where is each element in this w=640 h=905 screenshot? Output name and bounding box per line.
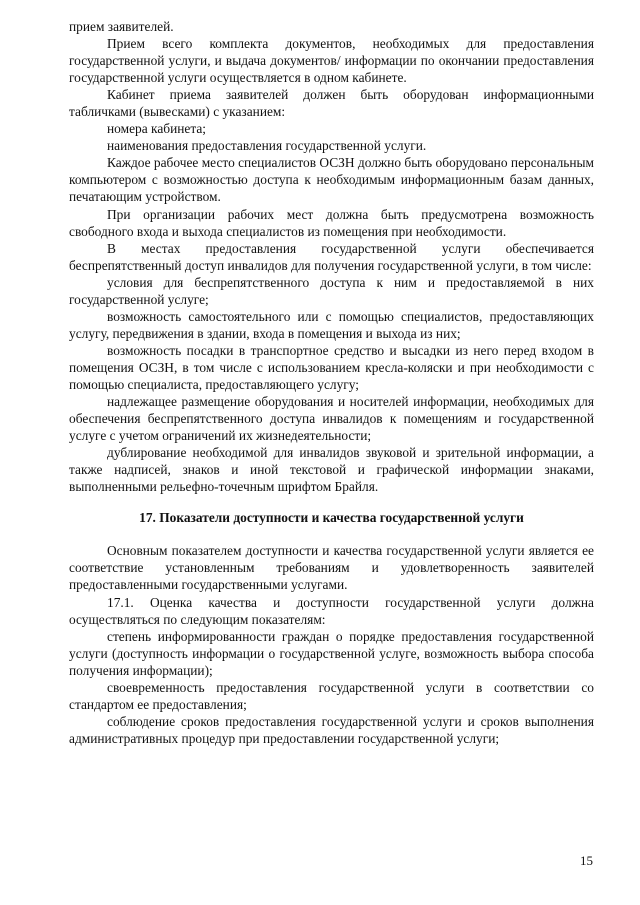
body-text-before-heading — [69, 18, 594, 495]
paragraph: Основным показателем доступности и качества государственной услуги является ее соответствие установленным требованиям и удовлетворенность заявителей предоставленными государственными услугами. — [69, 543, 594, 593]
page-number: 15 — [580, 853, 593, 868]
paragraph: возможность самостоятельного или с помощью специалистов, предоставляющих услугу, передвижения в здании, входа в помещения и выхода из них; — [69, 308, 594, 341]
paragraph: соблюдение сроков предоставления государственной услуги и сроков выполнения административных процедур при предоставлении государственной услуги; — [69, 713, 594, 746]
paragraph: номера кабинета; — [107, 121, 207, 137]
paragraph: возможность посадки в транспортное средство и высадки из него перед входом в помещения ОСЗН, в том числе с использованием кресла-коляски и при необходимости с помощью специалиста, предоставляющего услугу; — [69, 342, 594, 392]
body-text-after-heading — [69, 542, 594, 747]
section-heading: 17. Показатели доступности и качества государственной услуги — [139, 510, 524, 526]
paragraph: 17.1. Оценка качества и доступности государственной услуги должна осуществляться по следующим показателям: — [69, 594, 594, 627]
paragraph: дублирование необходимой для инвалидов звуковой и зрительной информации, а также надписей, знаков и иной текстовой и графической информации знаками, выполненными рельефно-точечным шрифтом Брайля. — [69, 445, 594, 495]
paragraph: прием заявителей. — [69, 19, 174, 34]
paragraph: При организации рабочих мест должна быть предусмотрена возможность свободного входа и выхода специалистов из помещения при необходимости. — [69, 206, 594, 239]
paragraph: Кабинет приема заявителей должен быть оборудован информационными табличками (вывесками) с указанием: — [69, 87, 594, 120]
paragraph: надлежащее размещение оборудования и носителей информации, необходимых для обеспечения беспрепятственного доступа инвалидов к помещениям и государственной услуге с учетом ограничений их жизнедеятельности; — [69, 394, 594, 444]
paragraph: В местах предоставления государственной услуги обеспечивается беспрепятственный доступ инвалидов для получения государственной услуги, в том числе: — [69, 240, 594, 273]
paragraph: Каждое рабочее место специалистов ОСЗН должно быть оборудовано персональным компьютером с возможностью доступа к необходимым информационным базам данных, печатающим устройством. — [69, 155, 594, 205]
paragraph: Прием всего комплекта документов, необходимых для предоставления государственной услуги, и выдача документов/ информации по окончании предоставления государственной услуги осуществляется в одном кабинете. — [69, 36, 594, 86]
paragraph: условия для беспрепятственного доступа к ним и предоставляемой в них государственной услуге; — [69, 274, 594, 307]
paragraph: наименования предоставления государственной услуги. — [107, 138, 427, 154]
paragraph: степень информированности граждан о порядке предоставления государственной услуги (доступность информации о государственной услуге, возможность выбора способа получения информации); — [69, 628, 594, 678]
paragraph: своевременность предоставления государственной услуги в соответствии со стандартом ее предоставления; — [69, 679, 594, 712]
